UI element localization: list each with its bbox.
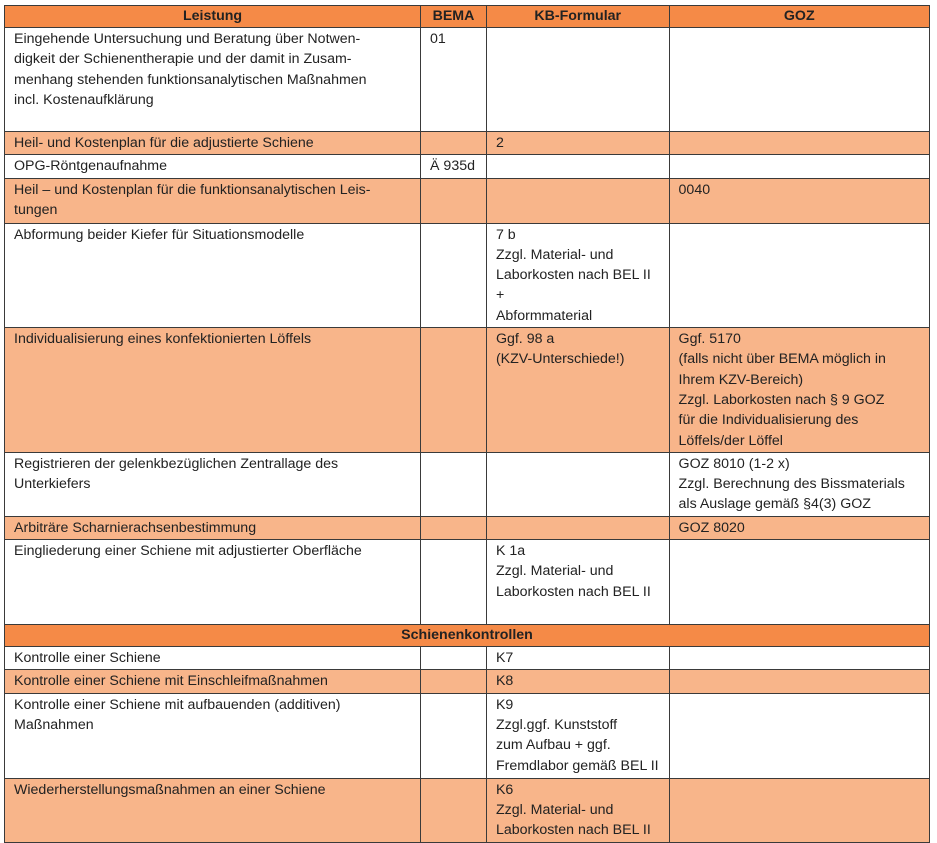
cell-kb: K8	[486, 670, 669, 693]
table-row	[5, 540, 930, 625]
cell-kb: 2	[486, 132, 669, 155]
table-row	[5, 647, 930, 670]
table-row	[5, 778, 930, 842]
cell-goz	[669, 155, 929, 178]
cell-goz	[669, 778, 929, 842]
cell-leistung: Heil – und Kostenplan für die funktionsanalytischen Leis- tungen	[5, 178, 421, 223]
table-row	[5, 452, 930, 516]
cell-leistung: Kontrolle einer Schiene mit Einschleifmaßnahmen	[5, 670, 421, 693]
cell-kb	[486, 28, 669, 132]
cell-goz	[669, 223, 929, 327]
cell-bema	[421, 670, 487, 693]
cell-goz	[669, 132, 929, 155]
table-row	[5, 693, 930, 778]
header-goz: GOZ	[669, 6, 929, 28]
cell-leistung: Registrieren der gelenkbezüglichen Zentrallage des Unterkiefers	[5, 452, 421, 516]
table-row	[5, 223, 930, 327]
cell-bema	[421, 540, 487, 625]
cell-leistung: Wiederherstellungsmaßnahmen an einer Schiene	[5, 778, 421, 842]
table-row	[5, 328, 930, 453]
cell-bema	[421, 452, 487, 516]
cell-goz: GOZ 8010 (1-2 x) Zzgl. Berechnung des Bissmaterials als Auslage gemäß §4(3) GOZ	[669, 452, 929, 516]
cell-leistung: OPG-Röntgenaufnahme	[5, 155, 421, 178]
table-row	[5, 516, 930, 539]
cell-goz: 0040	[669, 178, 929, 223]
cell-leistung: Heil- und Kostenplan für die adjustierte Schiene	[5, 132, 421, 155]
cell-goz	[669, 693, 929, 778]
cell-kb: Ggf. 98 a (KZV-Unterschiede!)	[486, 328, 669, 453]
cell-leistung: Individualisierung eines konfektionierten Löffels	[5, 328, 421, 453]
section-row	[5, 625, 930, 647]
cell-goz: GOZ 8020	[669, 516, 929, 539]
cell-goz	[669, 670, 929, 693]
cell-kb	[486, 155, 669, 178]
cell-goz: Ggf. 5170 (falls nicht über BEMA möglich in Ihrem KZV-Bereich) Zzgl. Laborkosten nach § 9 GOZ für die Individualisierung des Löffels/der Löffel	[669, 328, 929, 453]
cell-bema: 01	[421, 28, 487, 132]
header-kb-formular: KB-Formular	[486, 6, 669, 28]
cell-goz	[669, 28, 929, 132]
table-row	[5, 28, 930, 132]
cell-kb: K6 Zzgl. Material- und Laborkosten nach BEL II	[486, 778, 669, 842]
cell-leistung: Arbiträre Scharnierachsenbestimmung	[5, 516, 421, 539]
billing-table	[4, 5, 930, 843]
cell-bema	[421, 328, 487, 453]
cell-kb: 7 b Zzgl. Material- und Laborkosten nach BEL II + Abformmaterial	[486, 223, 669, 327]
cell-leistung: Eingehende Untersuchung und Beratung über Notwen- digkeit der Schienentherapie und der damit in Zusam- menhang stehenden funktionsanalytischen Maßnahmen incl. Kostenaufklärung	[5, 28, 421, 132]
cell-bema	[421, 132, 487, 155]
table-row	[5, 670, 930, 693]
header-row	[5, 6, 930, 28]
table-row	[5, 132, 930, 155]
cell-kb	[486, 178, 669, 223]
header-leistung: Leistung	[5, 6, 421, 28]
cell-leistung: Abformung beider Kiefer für Situationsmodelle	[5, 223, 421, 327]
cell-kb: K7	[486, 647, 669, 670]
cell-bema	[421, 178, 487, 223]
cell-goz	[669, 647, 929, 670]
cell-kb: K 1a Zzgl. Material- und Laborkosten nach BEL II	[486, 540, 669, 625]
cell-kb	[486, 516, 669, 539]
cell-bema	[421, 516, 487, 539]
cell-leistung: Kontrolle einer Schiene mit aufbauenden (additiven) Maßnahmen	[5, 693, 421, 778]
table-row	[5, 155, 930, 178]
cell-bema	[421, 693, 487, 778]
cell-bema	[421, 778, 487, 842]
cell-bema: Ä 935d	[421, 155, 487, 178]
cell-leistung: Eingliederung einer Schiene mit adjustierter Oberfläche	[5, 540, 421, 625]
cell-kb: K9 Zzgl.ggf. Kunststoff zum Aufbau + ggf. Fremdlabor gemäß BEL II	[486, 693, 669, 778]
table-row	[5, 178, 930, 223]
cell-goz	[669, 540, 929, 625]
cell-bema	[421, 647, 487, 670]
cell-leistung: Kontrolle einer Schiene	[5, 647, 421, 670]
section-title: Schienenkontrollen	[5, 625, 930, 647]
cell-bema	[421, 223, 487, 327]
cell-kb	[486, 452, 669, 516]
header-bema: BEMA	[421, 6, 487, 28]
